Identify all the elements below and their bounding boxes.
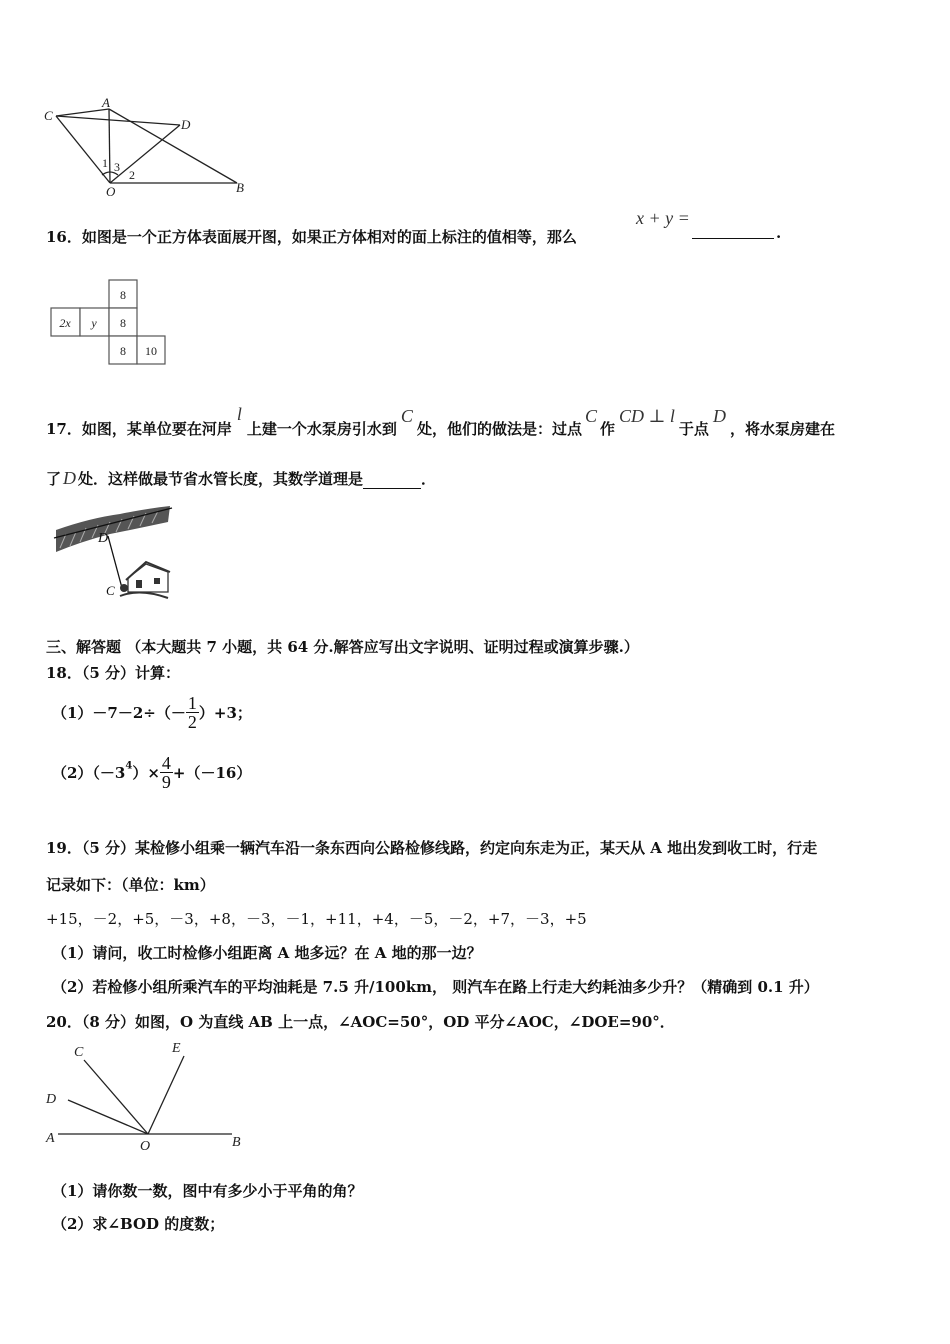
ray-oc — [84, 1060, 148, 1134]
q17-part-2: 上建一个水泵房引水到 — [246, 420, 397, 438]
q18-fraction-2 — [160, 754, 173, 791]
q18-p2-exponent: 4 — [125, 760, 133, 772]
q17-line-1 — [46, 404, 835, 439]
q20-label-a: A — [46, 1131, 55, 1146]
q18-p2-a: （2）（－3 — [52, 764, 126, 782]
pipe-cd — [108, 536, 122, 588]
seg-od — [110, 125, 180, 183]
q20-label-b: B — [232, 1135, 241, 1150]
q18-p2-c: +（－16） — [172, 764, 252, 782]
pump-house — [120, 562, 170, 598]
q16-text: 16．如图是一个正方体表面展开图，如果正方体相对的面上标注的值相等，那么 — [46, 228, 577, 246]
figure-q20-angles — [40, 1036, 255, 1156]
q16-expression: x + y = — [636, 208, 690, 228]
q16-end: . — [776, 224, 782, 242]
net-value-y: y — [91, 316, 97, 330]
label-angle-2: 2 — [129, 168, 135, 182]
q17-symbol-d2: D — [63, 468, 77, 488]
figure-river-pump — [50, 500, 175, 605]
q17-part-6: ，将水泵房建在 — [729, 420, 835, 438]
q17-part-3: 处，他们的做法是：过点 — [416, 420, 582, 438]
net-value-10: 10 — [145, 344, 157, 358]
q18-frac2-den: 9 — [161, 772, 171, 792]
q16-line — [46, 226, 577, 247]
q20-label-d: D — [46, 1092, 57, 1107]
q18-frac2-num: 4 — [161, 753, 171, 773]
q17-line-2 — [46, 468, 436, 489]
q20-label-e: E — [172, 1041, 181, 1056]
net-value-1: 8 — [120, 288, 126, 302]
net-value-4: 8 — [120, 316, 126, 330]
q18-p1-b: ）+3； — [198, 704, 252, 722]
q20-question-2: （2）求∠BOD 的度数； — [52, 1215, 225, 1233]
net-value-5: 8 — [120, 344, 126, 358]
q17-part-1: 17．如图，某单位要在河岸 — [46, 420, 232, 438]
label-c: C — [44, 108, 53, 123]
figure-cube-net — [48, 278, 173, 368]
net-value-2x: 2x — [59, 316, 71, 330]
q17-end: ． — [421, 470, 437, 488]
label-o: O — [106, 184, 116, 199]
label-b: B — [236, 180, 244, 195]
q17-symbol-c2: C — [584, 406, 597, 426]
section-3-heading: 三、解答题 （本大题共 7 小题，共 64 分.解答应写出文字说明、证明过程或演算步骤.） — [46, 638, 639, 656]
q18-p1-a: （1）－7－2÷（－ — [52, 704, 186, 722]
q18-part-2 — [52, 754, 251, 791]
q17-symbol-l: l — [236, 404, 242, 424]
q20-label-c: C — [74, 1045, 84, 1060]
ray-od — [68, 1100, 148, 1134]
q17-symbol-d: D — [712, 406, 726, 426]
q17-symbol-c: C — [400, 406, 413, 426]
river-label-c: C — [106, 583, 115, 598]
q17-perp: CD ⊥ l — [618, 406, 675, 426]
q20-line-1: 20．（8 分）如图，O 为直线 AB 上一点，∠AOC=50°，OD 平分∠AOC，∠DOE=90°． — [46, 1013, 675, 1031]
q16-answer-blank — [692, 238, 774, 239]
seg-co — [56, 116, 110, 183]
river-label-d: D — [98, 531, 109, 546]
q17-part-4: 作 — [599, 420, 615, 438]
seg-cd — [56, 116, 180, 125]
q19-question-1: （1）请问，收工时检修小组距离 A 地多远？在 A 地的那一边？ — [52, 944, 482, 962]
q17-part-8: 处．这样做最节省水管长度，其数学道理是 — [78, 470, 364, 488]
q18-title: 18．（5 分）计算： — [46, 664, 181, 682]
q18-p2-b: ）× — [132, 764, 160, 782]
q19-line-2: 记录如下：（单位：km） — [46, 876, 215, 894]
q19-question-2: （2）若检修小组所乘汽车的平均油耗是 7.5 升/100km， 则汽车在路上行走大约耗油多少升？（精确到 0.1 升） — [52, 978, 819, 996]
figure-q15 — [40, 95, 255, 200]
q17-part-7: 了 — [46, 470, 62, 488]
label-angle-3: 3 — [114, 160, 120, 174]
q18-frac1-num: 1 — [187, 693, 197, 713]
q18-fraction-1 — [186, 694, 199, 731]
q20-question-1: （1）请你数一数，图中有多少小于平角的角？ — [52, 1182, 363, 1200]
label-a: A — [102, 95, 110, 110]
label-d: D — [181, 117, 191, 132]
label-angle-1: 1 — [102, 156, 108, 170]
q19-line-1: 19．（5 分）某检修小组乘一辆汽车沿一条东西向公路检修线路，约定向东走为正，某天从 A 地出发到收工时，行走 — [46, 839, 818, 857]
q19-record-values: +15，－2，+5，－3，+8，－3，－1，+11，+4，－5，－2，+7，－3，+5 — [46, 910, 587, 928]
q20-label-o: O — [140, 1139, 151, 1154]
q18-part-1 — [52, 694, 252, 731]
q17-answer-blank — [363, 474, 421, 489]
seg-ca — [56, 109, 109, 116]
q17-part-5: 于点 — [678, 420, 709, 438]
q18-frac1-den: 2 — [187, 712, 197, 732]
ray-oe — [148, 1056, 184, 1134]
